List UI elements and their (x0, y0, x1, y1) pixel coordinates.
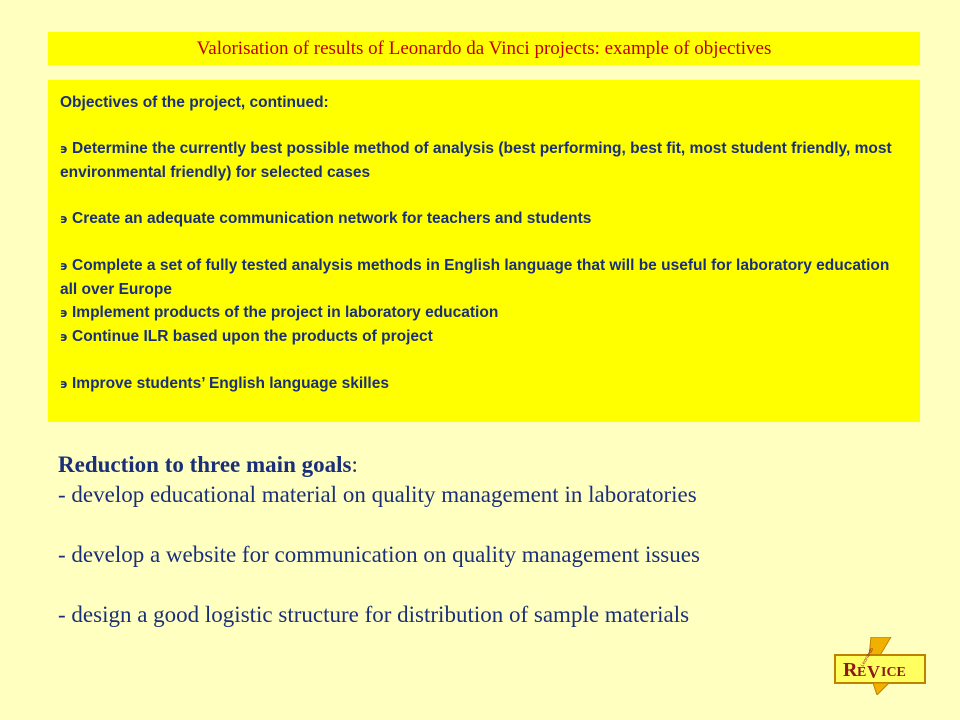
objective-item: ϶ Improve students’ English language skilles (60, 372, 908, 396)
objective-item: ϶ Create an adequate communication network for teachers and students (60, 207, 908, 231)
arrow-bullet-icon: ϶ (60, 377, 68, 391)
objective-item: ϶ Determine the currently best possible method of analysis (best performing, best fit, most student friendly, most environmental friendly) for selected cases (60, 140, 892, 181)
objectives-box (48, 80, 920, 422)
svg-text:ICE: ICE (881, 665, 906, 680)
arrow-bullet-icon: ϶ (60, 330, 68, 344)
objectives-heading: Objectives of the project, continued: (60, 94, 329, 111)
svg-text:Leonardo: Leonardo (859, 646, 876, 668)
arrow-bullet-icon: ϶ (60, 259, 68, 273)
svg-text:E: E (857, 665, 867, 680)
slide-title: Valorisation of results of Leonardo da Vinci projects: example of objectives (196, 37, 772, 59)
arrow-bullet-icon: ϶ (60, 142, 68, 156)
slide-title-bar (48, 32, 920, 65)
arrow-bullet-icon: ϶ (60, 212, 68, 226)
main-goals-section (58, 450, 938, 630)
goal-item: - design a good logistic structure for distribution of sample materials (58, 602, 690, 627)
revice-logo (833, 637, 933, 695)
arrow-bullet-icon: ϶ (60, 306, 68, 320)
objective-item: ϶ Implement products of the project in laboratory education (60, 301, 908, 325)
goal-item: - develop educational material on quality management in laboratories (58, 482, 697, 507)
goal-item: - develop a website for communication on quality management issues (58, 542, 700, 567)
goals-heading: Reduction to three main goals: (58, 452, 358, 477)
objective-item: ϶ Continue ILR based upon the products of project (60, 325, 908, 349)
svg-text:R: R (843, 659, 858, 681)
objective-item: ϶ Complete a set of fully tested analysis methods in English language that will be useful for laboratory education all over Europe (60, 257, 890, 298)
svg-text:V: V (867, 662, 880, 682)
